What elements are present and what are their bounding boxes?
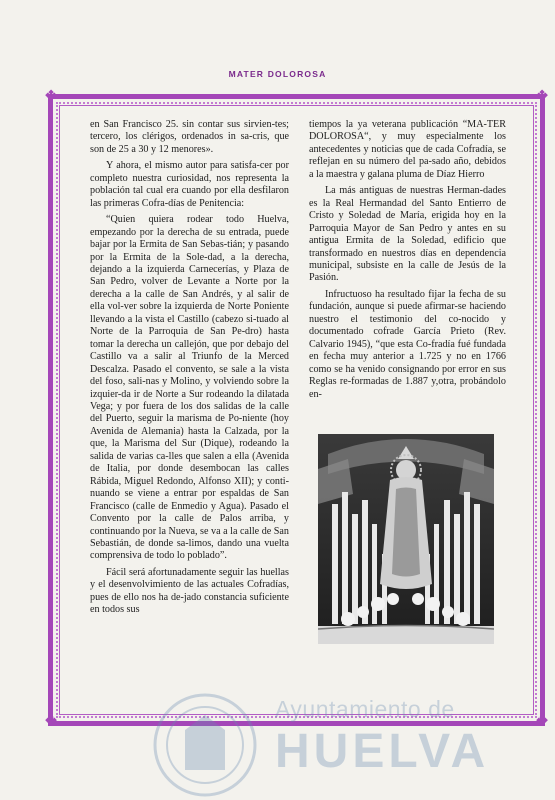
corner-ornament-icon: ❖: [43, 88, 59, 105]
paragraph: Infructuoso ha resultado fijar la fecha de su fundación, aunque si puede afirmar-se haciendo nuestro el testimonio del co-nocido y documentado cofrade García Prieto (Rev. Calvario 1945), “que esta Co-fradía fué fundada en fecha muy anterior a 1.725 y no en 1766 como se ha venido consignando por error en sus Reglas re-formadas de 1.887 y,otra, probándolo en-: [309, 288, 506, 400]
running-head: MATER DOLOROSA: [228, 69, 327, 79]
paragraph: Y ahora, el mismo autor para satisfa-cer por completo nuestra curiosidad, nos representa la población tal cual era cuando por ella desfilaron las primeras Cofra-días de Penitencia:: [90, 160, 289, 209]
corner-ornament-icon: ❖: [43, 713, 59, 730]
quotation-paragraph: “Quien quiera rodear todo Huelva, empezando por la derecha de su entrada, puede bajar por la Ermita de San Sebas-tián; y pasando por la Ermita de la Sole-dad, a la derecha, dejando a la izquierda Carnecerías, y Plaza de San Pedro, volver de Levante a Norte por la derecha a la calle de San Andrés, y al salir de ella vol-ver sobre la izquierda de Norte Poniente llevando a la vista el Castillo (cabezo si-tuado al Norte de la Parroquia de San Pe-dro) hasta tomar la derecha un callejón, que por debajo del Castillo va a salir al Triunfo de la Merced Descalza. Pasado el convento, se sale a la vista del foso, sali-nas y Molino, y volviendo sobre la izquier-da ir de Norte a Sur rodeando la dilatada Vega; y por fuera de los dos salidas de la calle del Puerto, seguir la marisma de Po-niente (hoy Avenida de Alemania) hasta la Calzada, por la que, la Marisma del Sur (Dique), rodeando la salida de varias ca-lles que salen a ella (Avenida de Italia, por donde desembocan las calles Rábida, Miguel Redondo, Alfonso XII); y conti-nuando se viene a entrar por espaldas de San Francisco (calle de Enmedio y Agua). Pasado el Convento por la calle de Palos arriba, y continuando por la Nueva, se va a la calle de San Sebastián, de donde sa-limos, dando una vuelta comprensiva de todo lo poblado”.: [90, 214, 289, 562]
watermark-line1: Ayuntamiento de: [275, 696, 455, 722]
right-text-column: [309, 119, 506, 405]
virgin-altar-photo: [318, 434, 494, 644]
corner-ornament-icon: ❖: [534, 713, 550, 730]
paragraph: tiempos la ya veterana publicación “MA-TER DOLOROSA“, y muy especialmente los antecedentes y noticias que de cada Cofradía, se reflejan en su número del pa-sado año, debidos a la maestra y galana pluma de Díaz Hierro: [309, 119, 506, 180]
left-text-column: [90, 119, 289, 621]
paragraph: La más antiguas de nuestras Herman-dades es la Real Hermandad del Santo Entierro de Cristo y Soledad de María, erigida hoy en la Parroquia Mayor de San Pedro y antes en su antigua Ermita de la Soledad, edificio que transformado en nuestros días en dependencia municipal, subsiste en la calle de Jesús de la Pasión.: [309, 185, 506, 284]
corner-ornament-icon: ❖: [534, 88, 550, 105]
paragraph: Fácil será afortunadamente seguir las huellas y el desenvolvimiento de las actuales Cofradías, pues de ello nos ha de-jado constancia suficiente en todos sus: [90, 566, 289, 616]
watermark-line2: HUELVA: [275, 725, 490, 778]
paragraph: en San Francisco 25. sin contar sus sirvien-tes; tercero, los clérigos, ordenados in sa-cris, que son de 25 a 30 y 12 menores».: [90, 119, 289, 155]
